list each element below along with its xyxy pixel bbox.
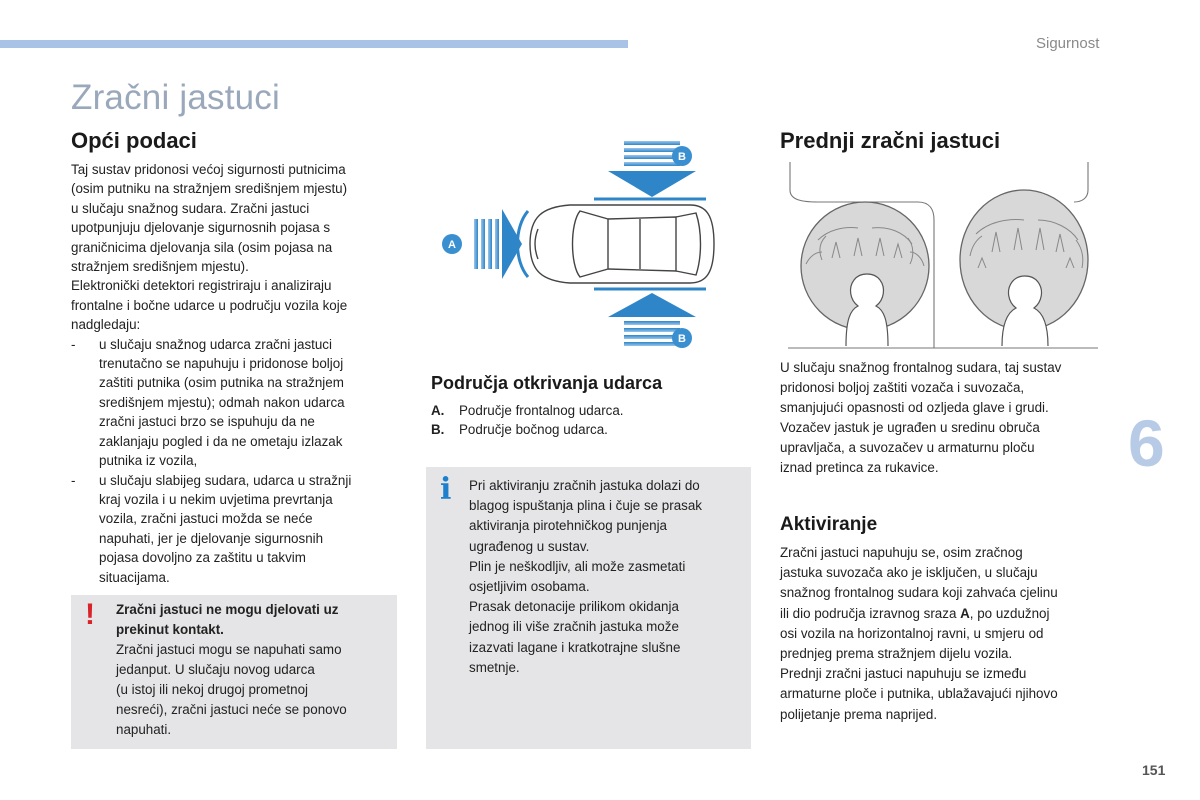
- label-b-top: B: [678, 151, 686, 163]
- label-b-bottom: B: [678, 333, 686, 345]
- car-top-view: [530, 205, 714, 283]
- passenger-airbag: [960, 190, 1088, 346]
- text-line: stražnjem središnjem mjestu).: [71, 259, 249, 275]
- general-body: [71, 160, 401, 587]
- general-heading: Opći podaci: [71, 128, 197, 153]
- legend-key: A.: [431, 403, 445, 418]
- page-title: Zračni jastuci: [71, 78, 280, 117]
- text-line: [780, 604, 1125, 624]
- text-line: zaklanjaju pogled i da ne ometaju izlazak: [99, 433, 343, 449]
- warning-bold-line: prekinut kontakt.: [116, 622, 224, 637]
- legend-item-b: [431, 420, 751, 439]
- section-label: Sigurnost: [1036, 35, 1100, 52]
- text-line: ugrađenog u sustav.: [469, 538, 590, 554]
- text-line: Zračni jastuci napuhuju se, osim zračnog: [780, 545, 1023, 560]
- driver-airbag: [801, 202, 929, 346]
- text-line: pridonosi boljoj zaštiti vozača i suvozača,: [780, 380, 1025, 395]
- front-airbags-text: [780, 358, 1125, 478]
- text-line: graničnicima djelovanja sila (osim pojasa na: [71, 239, 333, 255]
- text-line: iznad pretinca za rukavice.: [780, 460, 939, 475]
- text-line: jastuka suvozača ako je isključen, u slučaju: [780, 565, 1038, 581]
- text-line: polijetanje prema naprijed.: [780, 706, 938, 722]
- dashboard-outline-right: [1074, 162, 1088, 202]
- text-line: (u istoj ili nekoj drugoj prometnoj: [116, 682, 309, 697]
- text-line: smanjujući opasnosti od ozljeda glave i grudi.: [780, 400, 1049, 415]
- text-line: jedanput. U slučaju novog udarca: [116, 662, 315, 677]
- text-line: (osim putniku na stražnjem središnjem mjestu): [71, 181, 348, 197]
- legend-text: Područje bočnog udarca.: [459, 422, 608, 438]
- bullet-item-2: [71, 471, 401, 587]
- text-run: ili dio područja izravnog sraza: [780, 605, 961, 621]
- text-line: blagog ispuštanja plina i čuje se prasak: [469, 498, 702, 514]
- text-line: zračni jastuci brzo se ispuhuju da ne: [99, 414, 315, 430]
- bullet-dash: -: [71, 336, 76, 352]
- text-line: Prednji zračni jastuci napuhuju se između: [780, 666, 1027, 682]
- text-line: Zračni jastuci mogu se napuhati samo: [116, 642, 342, 657]
- general-paragraph-2: [71, 276, 401, 334]
- text-line: frontalne i bočne udarce u području vozila koje: [71, 297, 348, 313]
- text-line: osjetljivim osobama.: [469, 579, 590, 595]
- text-line: u slučaju snažnog sudara. Zračni jastuci: [71, 200, 310, 216]
- legend-key: B.: [431, 422, 445, 438]
- text-line: napuhati.: [116, 722, 172, 737]
- legend-item-a: [431, 401, 751, 420]
- general-paragraph-1: [71, 160, 401, 276]
- label-a: A: [448, 239, 456, 251]
- text-line: Elektronički detektori registriraju i analiziraju: [71, 278, 332, 294]
- page-number: 151: [1142, 762, 1166, 778]
- bullet-text: [99, 335, 401, 471]
- text-line: U slučaju snažnog frontalnog sudara, taj sustav: [780, 360, 1062, 375]
- detection-legend: [431, 401, 751, 440]
- warning-text: [116, 600, 391, 740]
- text-line: putnika iz vozila,: [99, 453, 198, 469]
- header-accent-bar: [0, 40, 628, 48]
- activation-heading: Aktiviranje: [780, 514, 878, 535]
- zone-reference: A: [960, 605, 970, 621]
- impact-zones-diagram: [430, 135, 720, 355]
- text-line: pojasa dovoljno za zaštitu u takvim: [99, 550, 306, 566]
- text-line: Plin je neškodljiv, ali može zasmetati: [469, 558, 686, 574]
- text-line: trenutačno se napuhuju i pridonose boljoj: [99, 356, 344, 372]
- text-line: u slučaju slabijeg sudara, udarca u stražnji: [99, 472, 352, 488]
- text-line: aktiviranja pirotehničkog punjenja: [469, 518, 668, 534]
- text-line: situacijama.: [99, 569, 170, 585]
- text-run: , po uzdužnoj: [969, 605, 1050, 621]
- text-line: vozila, zračni jastuci možda se neće: [99, 511, 313, 527]
- info-icon: i: [440, 472, 452, 507]
- text-line: Taj sustav pridonosi većoj sigurnosti putnicima: [71, 162, 346, 177]
- text-line: osi vozila na horizontalnoj ravni, u smjeru od: [780, 625, 1044, 641]
- activation-text: [780, 543, 1125, 725]
- bullet-item-1: [71, 335, 401, 471]
- legend-text: Područje frontalnog udarca.: [459, 403, 624, 418]
- info-text: [469, 476, 749, 678]
- text-line: Vozačev jastuk je ugrađen u sredinu obruča: [780, 420, 1040, 435]
- detection-heading: Područja otkrivanja udarca: [431, 373, 663, 393]
- front-airbags-illustration: [788, 160, 1098, 350]
- text-line: Prasak detonacije prilikom okidanja: [469, 599, 679, 615]
- text-line: upotpunjuju djelovanje sigurnosnih pojasa s: [71, 220, 331, 236]
- text-line: u slučaju snažnog udarca zračni jastuci: [99, 336, 332, 352]
- text-line: armaturne ploče i putnika, ublažavajući njihovo: [780, 686, 1058, 702]
- text-line: smetnje.: [469, 659, 520, 675]
- text-line: nesreći), zračni jastuci neće se ponovo: [116, 702, 347, 717]
- text-line: nadgledaju:: [71, 317, 141, 333]
- front-airbags-heading: Prednji zračni jastuci: [780, 128, 1001, 153]
- text-line: Pri aktiviranju zračnih jastuka dolazi do: [469, 478, 700, 493]
- text-line: središnjem mjestu); odmah nakon udarca: [99, 394, 345, 410]
- front-impact-arrow: [474, 209, 522, 279]
- text-line: zaštiti putnika (osim putnika na stražnjem: [99, 375, 344, 391]
- text-line: napuhati, jer je djelovanje sigurnosnih: [99, 530, 324, 546]
- bullet-text: [99, 471, 401, 587]
- bullet-dash: -: [71, 472, 76, 488]
- text-line: kraj vozila i u nekim uvjetima prevrtanja: [99, 491, 333, 507]
- text-line: izazvati lagane i kratkotrajne slušne: [469, 639, 681, 655]
- warning-icon: !: [85, 598, 95, 631]
- text-line: snažnog frontalnog sudara koji zahvaća cjelinu: [780, 585, 1058, 601]
- chapter-number: 6: [1128, 406, 1165, 480]
- warning-bold-line: Zračni jastuci ne mogu djelovati uz: [116, 602, 339, 617]
- text-line: jednog ili više zračnih jastuka može: [469, 619, 679, 635]
- text-line: upravljača, a suvozačev u armaturnu ploču: [780, 440, 1035, 455]
- text-line: prednjeg prema stražnjem dijelu vozila.: [780, 646, 1013, 662]
